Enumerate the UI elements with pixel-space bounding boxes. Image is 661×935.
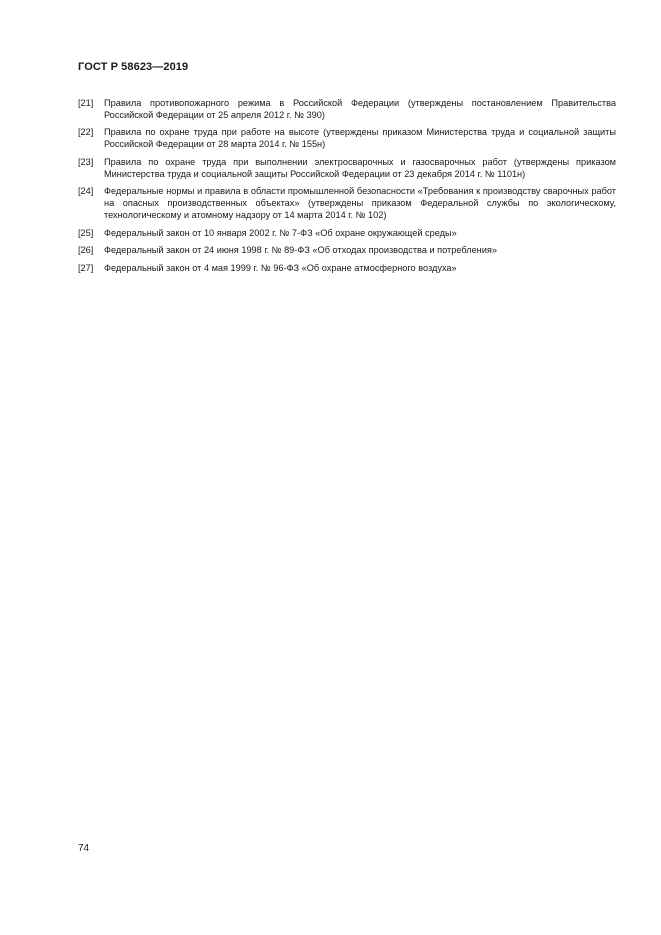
reference-number: [27] bbox=[78, 263, 94, 274]
reference-item bbox=[78, 98, 616, 121]
reference-item bbox=[78, 127, 616, 150]
reference-text: Правила противопожарного режима в Российской Федерации (утверждены постановлением Правительства Российской Федерации от 25 апреля 2012 г. № 390) bbox=[104, 98, 616, 120]
reference-text: Федеральный закон от 24 июня 1998 г. № 89-ФЗ «Об отходах производства и потребления» bbox=[104, 245, 497, 256]
page-number: 74 bbox=[78, 843, 90, 854]
reference-item bbox=[78, 186, 616, 221]
reference-item bbox=[78, 157, 616, 180]
reference-item bbox=[78, 263, 616, 275]
reference-number: [22] bbox=[78, 127, 94, 138]
reference-text: Правила по охране труда при выполнении электросварочных и газосварочных работ (утверждены приказом Министерства труда и социальной защиты Российской Федерации от 23 декабря 2014 г. № 1101н) bbox=[104, 156, 616, 179]
reference-item bbox=[78, 245, 616, 257]
reference-number: [26] bbox=[78, 245, 94, 256]
reference-text: Правила по охране труда при работе на высоте (утверждены приказом Министерства труда и социальной защиты Российской Федерации от 28 марта 2014 г. № 155н) bbox=[104, 127, 616, 150]
reference-item bbox=[78, 228, 616, 240]
reference-number: [25] bbox=[78, 227, 94, 238]
reference-number: [23] bbox=[78, 156, 94, 167]
reference-number: [24] bbox=[78, 186, 94, 197]
bibliography-list bbox=[78, 98, 616, 281]
reference-number: [21] bbox=[78, 98, 94, 108]
reference-text: Федеральный закон от 10 января 2002 г. № 7-ФЗ «Об охране окружающей среды» bbox=[104, 227, 457, 238]
document-header: ГОСТ Р 58623—2019 bbox=[78, 61, 189, 73]
reference-text: Федеральные нормы и правила в области промышленной безопасности «Требования к производству сварочных работ на опасных производственных объектах» (утверждены приказом Федеральной службы по экологическому, технологическому и атомному надзору от 14 марта 2014 г. № 102) bbox=[104, 186, 616, 220]
reference-text: Федеральный закон от 4 мая 1999 г. № 96-ФЗ «Об охране атмосферного воздуха» bbox=[104, 263, 457, 274]
